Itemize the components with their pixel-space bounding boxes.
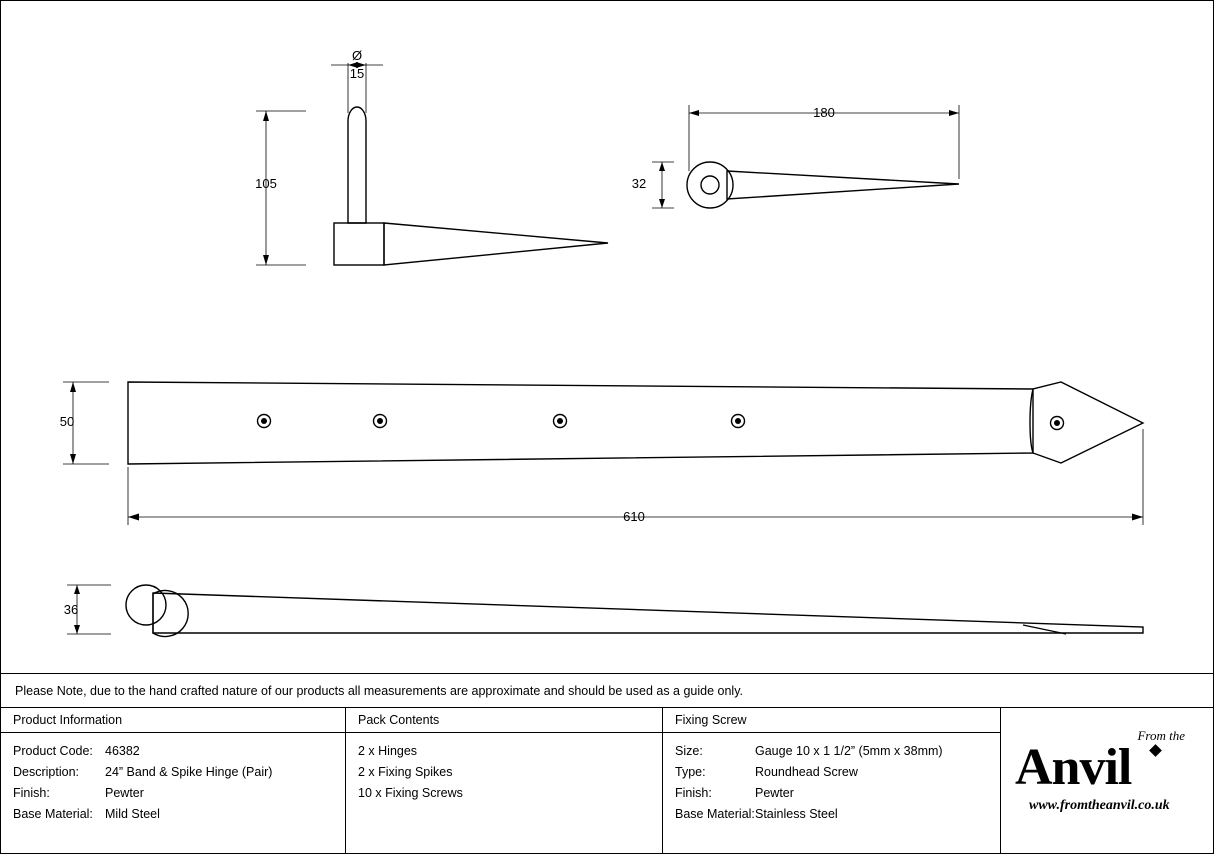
dim-spike-height: 105 [255, 176, 277, 191]
measurement-note-bar [1, 673, 1213, 707]
logo-url-text: www.fromtheanvil.co.uk [1029, 798, 1170, 813]
base-material-value: Mild Steel [105, 807, 160, 821]
screw-base-material-label: Base Material: [675, 807, 755, 821]
pack-contents-header: Pack Contents [346, 708, 662, 733]
product-information-body [1, 733, 345, 825]
product-information-column [1, 708, 346, 853]
product-code-value: 46382 [105, 744, 140, 758]
dim-spike-diameter-value: 15 [349, 66, 365, 81]
table-row [675, 741, 1000, 762]
pack-contents-column [346, 708, 663, 853]
base-material-label: Base Material: [13, 807, 93, 821]
finish-label: Finish: [13, 786, 50, 800]
table-row [13, 762, 345, 783]
table-row [675, 804, 1000, 825]
dim-topview-width: 32 [631, 176, 647, 191]
fixing-screw-column [663, 708, 1001, 853]
screw-size-value: Gauge 10 x 1 1/2” (5mm x 38mm) [755, 744, 943, 758]
dim-band-length: 610 [623, 509, 645, 524]
finish-value: Pewter [105, 786, 144, 800]
drawing-canvas [1, 1, 1214, 673]
table-row [675, 783, 1000, 804]
table-row [13, 783, 345, 804]
screw-size-label: Size: [675, 744, 703, 758]
screw-finish-value: Pewter [755, 786, 794, 800]
logo-from-the-text: From the [1137, 728, 1185, 743]
dim-side-height: 36 [63, 602, 79, 617]
info-table [1, 707, 1213, 853]
brand-logo-column [1001, 708, 1212, 853]
fixing-screw-body [663, 733, 1000, 825]
list-item: 2 x Hinges [358, 744, 418, 758]
screw-base-material-value: Stainless Steel [755, 807, 838, 821]
pack-contents-body [346, 733, 662, 804]
screw-type-value: Roundhead Screw [755, 765, 858, 779]
table-row [675, 762, 1000, 783]
table-row [13, 741, 345, 762]
screw-finish-label: Finish: [675, 786, 712, 800]
description-value: 24” Band & Spike Hinge (Pair) [105, 765, 273, 779]
from-the-anvil-logo [1015, 722, 1201, 834]
logo-anvil-text: Anvil [1015, 739, 1132, 796]
product-information-header: Product Information [1, 708, 345, 733]
screw-type-label: Type: [675, 765, 706, 779]
dim-topview-length: 180 [813, 105, 835, 120]
measurement-note-text: Please Note, due to the hand crafted nature of our products all measurements are approximate and should be used as a guide only. [15, 683, 744, 698]
fixing-screw-header: Fixing Screw [663, 708, 1000, 733]
dim-band-height: 50 [59, 414, 75, 429]
logo-diamond-icon [1149, 744, 1162, 757]
table-row [13, 804, 345, 825]
list-item: 10 x Fixing Screws [358, 786, 463, 800]
description-label: Description: [13, 765, 79, 779]
dim-spike-diameter: Ø [351, 48, 363, 63]
list-item: 2 x Fixing Spikes [358, 765, 453, 779]
product-code-label: Product Code: [13, 744, 93, 758]
